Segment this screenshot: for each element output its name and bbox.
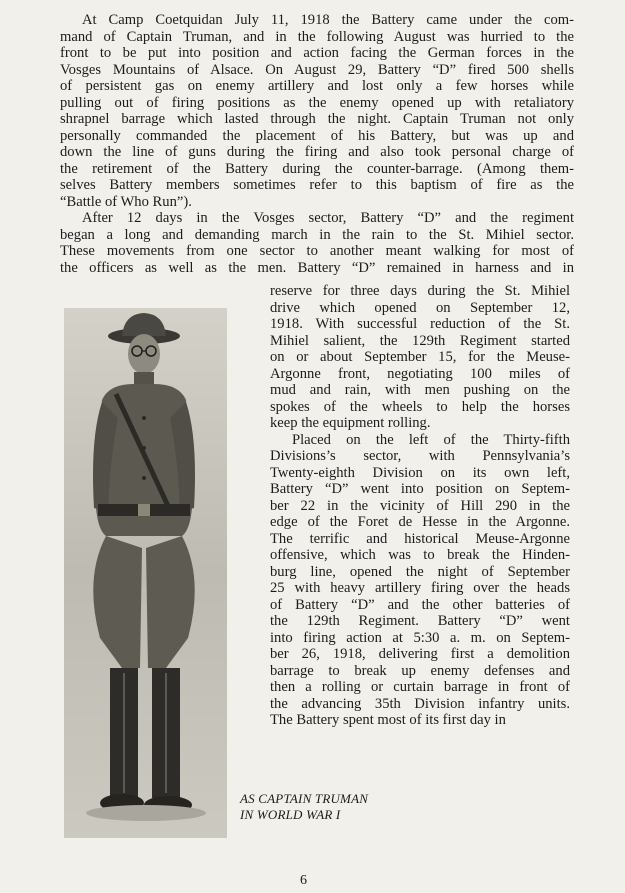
- text-line: Divisions’s sector, with Pennsylvania’s: [270, 448, 570, 464]
- caption-line: IN WORLD WAR I: [240, 807, 341, 822]
- right-text-block: [270, 283, 570, 729]
- text-line: selves Battery members sometimes refer to this baptism of fire as the: [60, 177, 574, 193]
- text-line: the advancing 35th Division infantry units.: [270, 695, 570, 712]
- text-line: Vosges Mountains of Alsace. On August 29, Battery “D” fired 500 shells: [60, 61, 574, 78]
- text-line: burg line, opened the night of September: [270, 563, 570, 580]
- text-line: mand of Captain Truman, and in the following August was hurried to the: [60, 28, 574, 45]
- text-line: keep the equipment rolling.: [270, 415, 431, 431]
- text-line: front to be put into position and action facing the German forces in the: [60, 45, 574, 61]
- text-line: “Battle of Who Run”).: [60, 193, 192, 210]
- text-line: Placed on the left of the Thirty-fifth: [292, 431, 570, 448]
- text-line: offensive, which was to break the Hinden-: [270, 547, 570, 563]
- text-line: reserve for three days during the St. Mihiel: [270, 283, 570, 299]
- text-line: Battery “D” went into position on Septem-: [270, 481, 570, 497]
- text-line: drive which opened on September 12,: [270, 299, 570, 316]
- text-line: mud and rain, with men pushing on the: [270, 382, 570, 398]
- text-line: pulling out of firing positions as the enemy opened up with retaliatory: [60, 94, 574, 111]
- text-line: ber 26, 1918, delivering first a demolition: [270, 646, 570, 662]
- text-line: ber 22 in the vicinity of Hill 290 in the: [270, 497, 570, 514]
- captain-truman-photo: [64, 308, 227, 838]
- text-line: down the line of guns during the firing and also took personal charge of: [60, 144, 574, 160]
- text-line: of persistent gas on enemy artillery and lost only a few horses while: [60, 78, 574, 94]
- text-line: the retirement of the Battery during the counter-barrage. (Among them-: [60, 160, 574, 177]
- text-line: into firing action at 5:30 a. m. on Septem-: [270, 629, 570, 646]
- text-line: The Battery spent most of its first day in: [270, 712, 506, 728]
- text-line: barrage to break up enemy defenses and: [270, 662, 570, 679]
- text-line: Argonne front, negotiating 100 miles of: [270, 365, 570, 382]
- text-line: 1918. With successful reduction of the St.: [270, 316, 570, 332]
- page-number: 6: [300, 873, 307, 888]
- text-line: spokes of the wheels to help the horses: [270, 398, 570, 415]
- text-line: At Camp Coetquidan July 11, 1918 the Battery came under the com-: [82, 12, 574, 28]
- soldier-figure-icon: [64, 308, 227, 838]
- text-line: After 12 days in the Vosges sector, Battery “D” and the regiment: [82, 210, 574, 226]
- text-line: the officers as well as the men. Battery “D” remained in harness and in: [60, 259, 574, 276]
- text-line: on or about September 15, for the Meuse-: [270, 349, 570, 365]
- text-line: Mihiel salient, the 129th Regiment started: [270, 332, 570, 349]
- text-line: Twenty-eighth Division on its own left,: [270, 464, 570, 481]
- caption-line: AS CAPTAIN TRUMAN: [240, 791, 369, 806]
- top-text-block: [60, 12, 574, 276]
- text-line: personally commanded the placement of his Battery, but was up and: [60, 127, 574, 144]
- text-line: the 129th Regiment. Battery “D” went: [270, 613, 570, 629]
- text-line: These movements from one sector to another meant walking for most of: [60, 243, 574, 259]
- text-line: edge of the Foret de Hesse in the Argonne.: [270, 514, 570, 530]
- text-line: 25 with heavy artillery firing over the heads: [270, 580, 570, 596]
- text-line: began a long and demanding march in the rain to the St. Mihiel sector.: [60, 226, 574, 243]
- text-line: shrapnel barrage which lasted through the night. Captain Truman not only: [60, 111, 574, 127]
- text-line: The terrific and historical Meuse-Argonne: [270, 530, 570, 547]
- photo-caption: [240, 791, 368, 823]
- text-line: of Battery “D” and the other batteries of: [270, 596, 570, 613]
- text-line: then a rolling or curtain barrage in front of: [270, 679, 570, 695]
